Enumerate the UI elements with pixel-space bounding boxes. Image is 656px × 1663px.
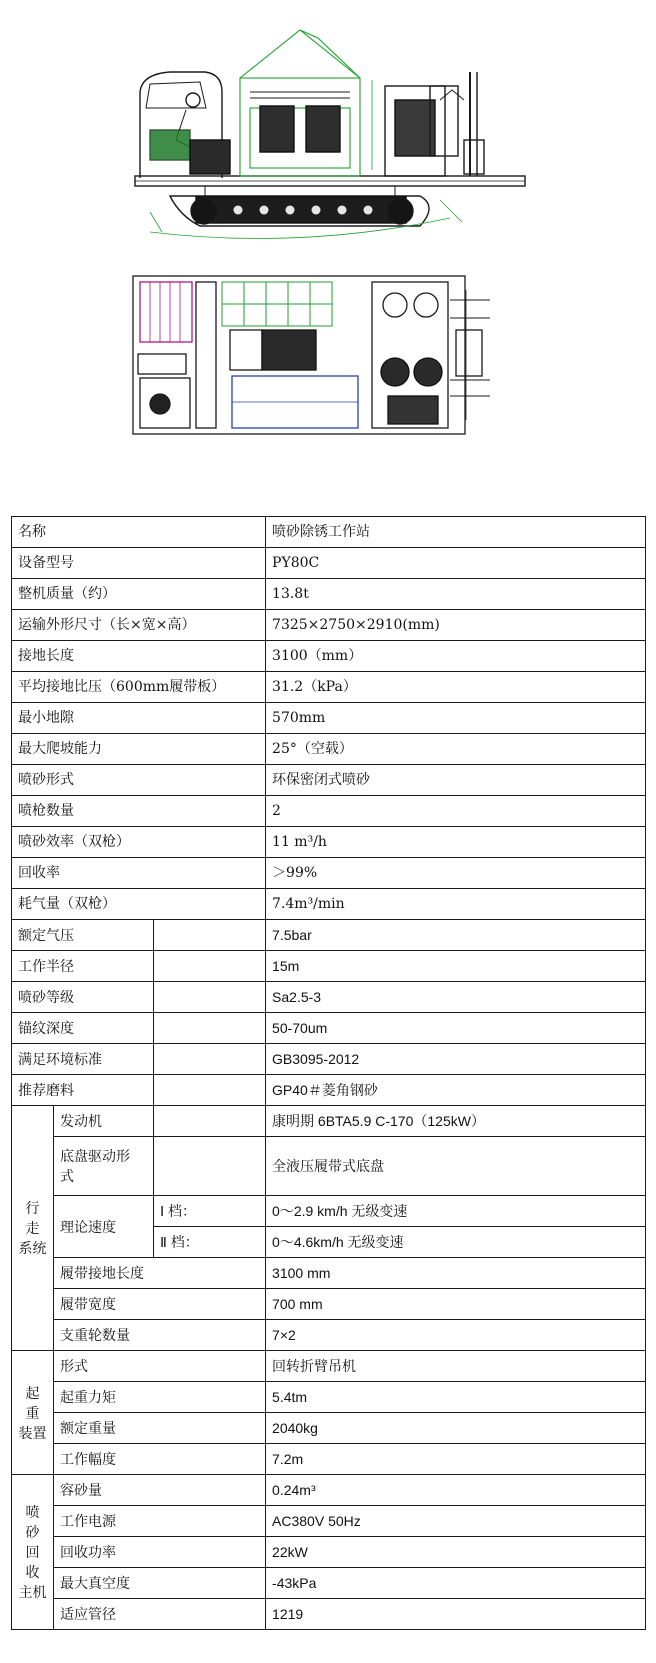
spec-value: 喷砂除锈工作站 [266, 517, 646, 548]
spec-name: 锚纹深度 [12, 1013, 154, 1044]
spec-name: 额定重量 [54, 1413, 266, 1444]
spec-name: 喷枪数量 [12, 796, 266, 827]
table-row [12, 1444, 646, 1475]
group-label-travel [12, 1106, 54, 1351]
equipment-drawings [0, 0, 656, 500]
spec-name: 理论速度 [54, 1196, 154, 1258]
table-row [12, 1013, 646, 1044]
spec-value: 570mm [266, 703, 646, 734]
spec-name [54, 1137, 154, 1196]
spec-name: 最大爬坡能力 [12, 734, 266, 765]
table-row [12, 858, 646, 889]
table-row [12, 703, 646, 734]
spec-value: PY80C [266, 548, 646, 579]
group-label-line: 起 重 [25, 1384, 40, 1421]
spec-name: 喷砂等级 [12, 982, 154, 1013]
spec-value: 0～4.6km/h 无级变速 [266, 1227, 646, 1258]
spec-value: 5.4tm [266, 1382, 646, 1413]
spec-value: Sa2.5-3 [266, 982, 646, 1013]
table-row [12, 1320, 646, 1351]
table-row [12, 610, 646, 641]
spec-value: 31.2（kPa） [266, 672, 646, 703]
spec-blank [154, 920, 266, 951]
spec-name: 履带接地长度 [54, 1258, 266, 1289]
spec-blank [154, 1044, 266, 1075]
spec-name: 运输外形尺寸（长×宽×高） [12, 610, 266, 641]
spec-value: 3100（mm） [266, 641, 646, 672]
spec-blank [154, 1106, 266, 1137]
spec-value: 0～2.9 km/h 无级变速 [266, 1196, 646, 1227]
table-row [12, 1599, 646, 1630]
spec-name: 起重力矩 [54, 1382, 266, 1413]
table-row [12, 982, 646, 1013]
spec-table [11, 516, 646, 1630]
spec-value: GP40＃菱角钢砂 [266, 1075, 646, 1106]
spec-value: 0.24m³ [266, 1475, 646, 1506]
table-row [12, 1075, 646, 1106]
spec-value: 7.2m [266, 1444, 646, 1475]
spec-table-body [12, 517, 646, 1630]
gear-label: Ⅱ 档： [154, 1227, 266, 1258]
spec-value: 11 m³/h [266, 827, 646, 858]
spec-value: 全液压履带式底盘 [266, 1137, 646, 1196]
table-row [12, 1106, 646, 1137]
table-row [12, 548, 646, 579]
spec-value: 回转折臂吊机 [266, 1351, 646, 1382]
spec-value: 1219 [266, 1599, 646, 1630]
spec-name: 回收率 [12, 858, 266, 889]
spec-blank [154, 951, 266, 982]
table-row [12, 1568, 646, 1599]
spec-name: 发动机 [54, 1106, 154, 1137]
spec-value: 50-70um [266, 1013, 646, 1044]
spec-blank [154, 982, 266, 1013]
table-row [12, 765, 646, 796]
table-row [12, 1351, 646, 1382]
spec-name: 适应管径 [54, 1599, 266, 1630]
group-label-recovery [12, 1475, 54, 1630]
spec-name: 平均接地比压（600mm履带板） [12, 672, 266, 703]
top-view-drawing [133, 276, 490, 434]
table-row [12, 889, 646, 920]
table-row [12, 827, 646, 858]
table-row [12, 1537, 646, 1568]
spec-value: -43kPa [266, 1568, 646, 1599]
table-row [12, 1044, 646, 1075]
spec-value: GB3095-2012 [266, 1044, 646, 1075]
spec-value: 2040kg [266, 1413, 646, 1444]
table-row [12, 1506, 646, 1537]
spec-value: 环保密闭式喷砂 [266, 765, 646, 796]
spec-name: 额定气压 [12, 920, 154, 951]
spec-value: 7.5bar [266, 920, 646, 951]
spec-name: 形式 [54, 1351, 266, 1382]
spec-name: 整机质量（约） [12, 579, 266, 610]
group-label-line: 装置 [18, 1424, 47, 1441]
spec-name: 喷砂形式 [12, 765, 266, 796]
gear-label: Ⅰ 档： [154, 1196, 266, 1227]
group-label-line: 回 收 [25, 1544, 40, 1580]
table-row [12, 951, 646, 982]
spec-name: 履带宽度 [54, 1289, 266, 1320]
spec-value: 7.4m³/min [266, 889, 646, 920]
table-row [12, 1196, 646, 1227]
table-row [12, 734, 646, 765]
spec-value: 22kW [266, 1537, 646, 1568]
spec-name-line: 底盘驱动形 [60, 1148, 130, 1164]
spec-name: 推荐磨料 [12, 1075, 154, 1106]
table-row [12, 517, 646, 548]
table-row [12, 1475, 646, 1506]
spec-value: 700 mm [266, 1289, 646, 1320]
spec-value: 7×2 [266, 1320, 646, 1351]
spec-blank [154, 1075, 266, 1106]
spec-name: 工作幅度 [54, 1444, 266, 1475]
spec-name: 回收功率 [54, 1537, 266, 1568]
table-row [12, 1382, 646, 1413]
side-view-drawing [135, 30, 525, 238]
table-row [12, 641, 646, 672]
spec-name: 接地长度 [12, 641, 266, 672]
spec-name: 耗气量（双枪） [12, 889, 266, 920]
spec-name: 最大真空度 [54, 1568, 266, 1599]
spec-value: 13.8t [266, 579, 646, 610]
spec-name: 设备型号 [12, 548, 266, 579]
spec-name: 最小地隙 [12, 703, 266, 734]
spec-value: 7325×2750×2910(mm) [266, 610, 646, 641]
table-row [12, 796, 646, 827]
table-row [12, 1413, 646, 1444]
spec-value: 15m [266, 951, 646, 982]
table-row [12, 1258, 646, 1289]
spec-name: 容砂量 [54, 1475, 266, 1506]
spec-name: 名称 [12, 517, 266, 548]
spec-name: 支重轮数量 [54, 1320, 266, 1351]
spec-value: ＞99% [266, 858, 646, 889]
spec-name: 满足环境标准 [12, 1044, 154, 1075]
spec-blank [154, 1013, 266, 1044]
group-label-lift [12, 1351, 54, 1475]
group-label-line: 喷 砂 [25, 1504, 40, 1540]
spec-blank [154, 1137, 266, 1196]
spec-value: 2 [266, 796, 646, 827]
table-row [12, 1289, 646, 1320]
spec-name-line: 式 [60, 1168, 74, 1184]
spec-name: 喷砂效率（双枪） [12, 827, 266, 858]
table-row [12, 920, 646, 951]
group-label-line: 主机 [18, 1584, 47, 1600]
spec-name: 工作电源 [54, 1506, 266, 1537]
table-row [12, 672, 646, 703]
table-row [12, 579, 646, 610]
spec-value: 25°（空载） [266, 734, 646, 765]
group-label-line: 系统 [18, 1240, 47, 1256]
spec-name: 工作半径 [12, 951, 154, 982]
group-label-line: 行 走 [25, 1200, 40, 1236]
spec-value: 康明期 6BTA5.9 C-170（125kW） [266, 1106, 646, 1137]
spec-value: 3100 mm [266, 1258, 646, 1289]
spec-value: AC380V 50Hz [266, 1506, 646, 1537]
table-row [12, 1137, 646, 1196]
